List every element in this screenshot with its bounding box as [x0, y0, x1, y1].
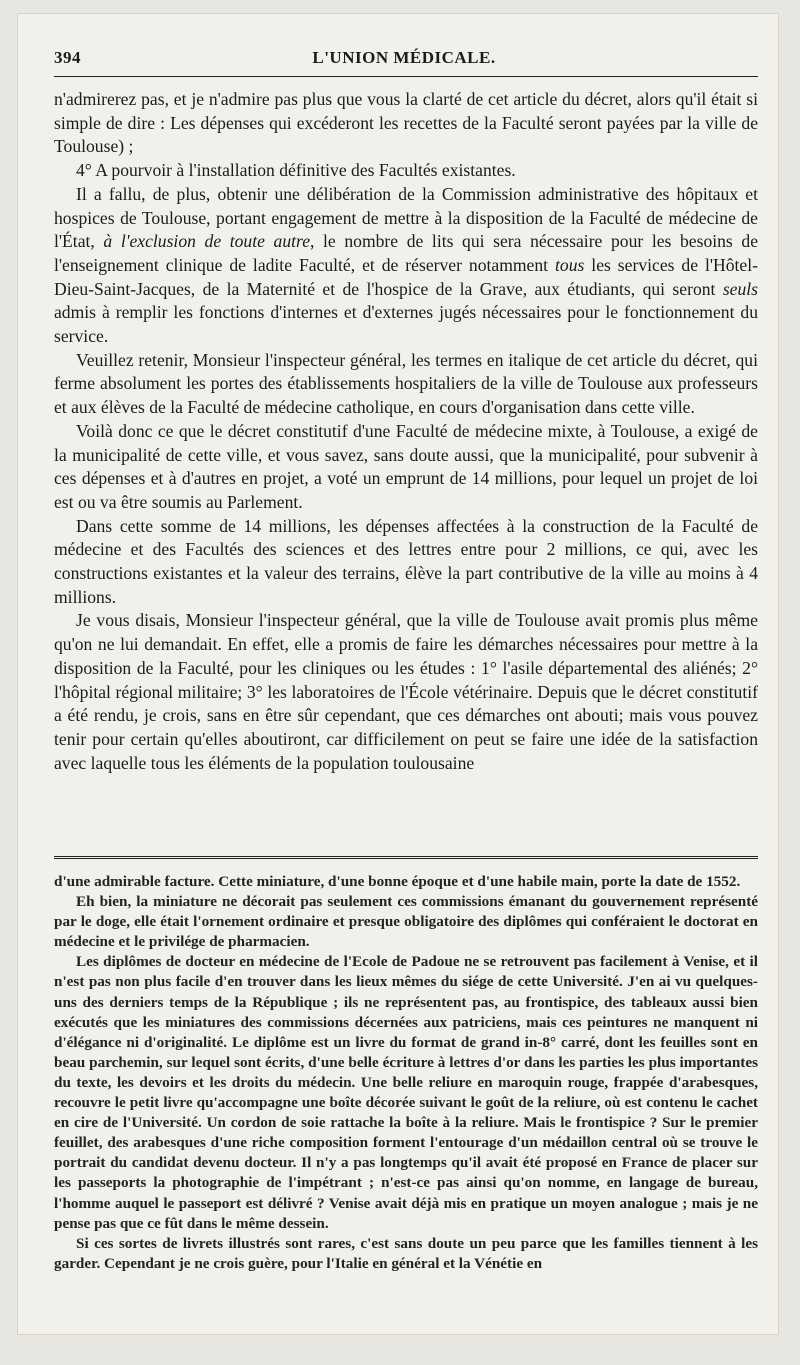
paragraph-2: 4° A pourvoir à l'installation définitive des Facultés existantes.	[76, 160, 516, 181]
paragraph-3	[54, 183, 758, 349]
paragraph-1: n'admirerez pas, et je n'admire pas plus que vous la clarté de cet article du décret, alors qu'il était si simple de dire : Les dépenses qui excéderont les recettes de la Faculté seront payées par la ville de Toulouse) ;	[54, 89, 758, 157]
p3-text-a: Il a fallu, de plus, obtenir une délibération de la Commission administrative des hôpitaux et hospices de Toulouse, portant engagement de mettre à la disposition de la Faculté de médecine de l'État,	[54, 183, 758, 252]
main-article-text	[54, 88, 758, 775]
header-rule	[54, 76, 758, 77]
p3-italic-tous: tous	[555, 254, 585, 275]
paragraph-4: Veuillez retenir, Monsieur l'inspecteur général, les termes en italique de cet article du décret, qui ferme absolument les portes des établissements hospitaliers de la ville de Toulouse aux professeurs et aux élèves de la Faculté de médecine catholique, en cours d'organisation dans cette ville.	[54, 349, 758, 418]
feuilleton-paragraph-1: d'une admirable facture. Cette miniature, d'une bonne époque et d'une habile main, porte la date de 1552.	[54, 873, 741, 890]
page-number: 394	[54, 48, 81, 67]
p3-italic-seuls: seuls	[722, 278, 758, 299]
feuilleton-separator	[54, 856, 758, 859]
p3-text-c: , le nombre de lits qui sera nécessaire pour les besoins de l'enseignement clinique de ladite Faculté, et de réserver notamment	[54, 231, 759, 275]
p3-italic-exclusion: à l'exclusion de toute autre	[103, 231, 311, 252]
paragraph-7: Je vous disais, Monsieur l'inspecteur général, que la ville de Toulouse avait promis plus même qu'on ne lui demandait. En effet, elle a promis de faire les démarches nécessaires pour mettre à la disposition de la Faculté, pour les cliniques ou les études : 1° l'asile départemental des aliénés; 2° l'hôpital régional militaire; 3° les laboratoires de l'École vétérinaire. Depuis que le décret constitutif a été rendu, je crois, sans en être sûr cependant, que ces démarches ont abouti; mais vous pouvez tenir pour certain qu'elles aboutiront, car difficilement on peut se faire une idée de la satisfaction avec laquelle tous les éléments de la population toulousaine	[54, 610, 758, 773]
p3-text-e: les services de l'Hôtel-Dieu-Saint-Jacques, de la Maternité et de l'hospice de la Grave, aux étudiants, qui seront	[54, 254, 758, 299]
paragraph-6: Dans cette somme de 14 millions, les dépenses affectées à la construction de la Faculté de médecine et des Facultés des sciences et des lettres entre pour 2 millions, ce qui, avec les constructions existantes et la valeur des terrains, élève la part contributive de la ville au moins à 4 millions.	[54, 515, 758, 607]
feuilleton-paragraph-3: Les diplômes de docteur en médecine de l'Ecole de Padoue ne se retrouvent pas facilement à Venise, et il n'est pas non plus facile d'en trouver dans les lieux mêmes du siége de cette Université. J'en ai vu quelques-uns des derniers temps de la République ; ils ne représentent pas, au frontispice, des tableaux aussi bien exécutés que les miniatures des commissions décernées aux patriciens, mais ces peintures ne manquent ni d'élégance ni d'originalité. Le diplôme est un livre du format de grand in-8° carré, dont les feuilles sont en beau parchemin, sur lequel sont écrits, d'une belle écriture à lettres d'or dans les parties les plus importantes du texte, les devoirs et les droits du médecin. Une belle reliure en maroquin rouge, frappée d'arabesques, recouvre le petit livre qu'accompagne une boîte décorée suivant le goût de la reliure, où est contenu le cachet en cire de l'Université. Un cordon de soie rattache la boîte à la reliure. Mais le frontispice ? Sur le premier feuillet, des arabesques d'une riche composition forment l'entourage d'un médaillon central où se trouve le portrait du candidat devenu docteur. Il n'y a pas longtemps qu'il avait été proposé en France de placer sur les passeports la photographie de l'impétrant ; n'est-ce pas ainsi qu'on nomme, en langage de bureau, l'homme auquel le passeport est délivré ? Venise avait déjà mis en pratique un moyen analogue ; mais je ne pense pas que ce fût dans le même dessein.	[54, 953, 758, 1232]
journal-title: L'UNION MÉDICALE.	[312, 48, 496, 67]
running-header	[54, 48, 754, 76]
p3-text-g: admis à remplir les fonctions d'internes et d'externes jugés nécessaires pour le fonctionnement du service.	[54, 302, 758, 347]
feuilleton-paragraph-2: Eh bien, la miniature ne décorait pas seulement ces commissions émanant du gouvernement représenté par le doge, elle était l'ornement ordinaire et presque obligatoire des diplômes qui conféraient le doctorat en médecine et le privilége de pharmacien.	[54, 893, 758, 951]
document-page	[18, 14, 778, 1334]
paragraph-5: Voilà donc ce que le décret constitutif d'une Faculté de médecine mixte, à Toulouse, a exigé de la municipalité de cette ville, et vous savez, sans doute aussi, que la municipalité, pour subvenir à ces dépenses et à d'autres en projet, a voté un emprunt de 14 millions, pour lequel un projet de loi est ou va être soumis au Parlement.	[54, 420, 758, 512]
feuilleton-text	[54, 872, 758, 1274]
feuilleton-paragraph-4: Si ces sortes de livrets illustrés sont rares, c'est sans doute un peu parce que les familles tiennent à les garder. Cependant je ne crois guère, pour l'Italie en général et la Vénétie en	[54, 1234, 758, 1272]
